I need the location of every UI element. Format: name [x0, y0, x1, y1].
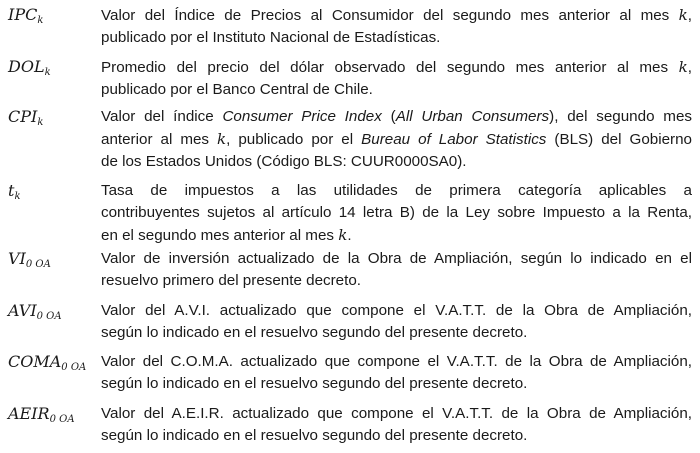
definition-description: Valor de inversión actualizado de la Obra de Ampliación, según lo indicado en el resuelvo primero del presente decreto.	[101, 250, 692, 289]
definition-description: Valor del Índice de Precios al Consumidor del segundo mes anterior al mes k, publicado por el Instituto Nacional de Estadísticas.	[101, 6, 692, 46]
definition-description: Valor del A.V.I. actualizado que compone el V.A.T.T. de la Obra de Ampliación, según lo indicado en el resuelvo segundo del presente decreto.	[101, 302, 692, 341]
definition-symbol: $CPI_k$	[8, 107, 44, 128]
definition-symbol: $AVI_{0 OA}$	[8, 301, 62, 322]
definition-symbol: $COMA_{0 OA}$	[8, 352, 87, 373]
definition-description: Valor del índice Consumer Price Index (All Urban Consumers), del segundo mes anterior al mes k, publicado por el Bureau of Labor Statistics (BLS) del Gobierno de los Estados Unidos (Código BLS: CUUR0000SA0).	[101, 108, 692, 170]
definition-description: Promedio del precio del dólar observado del segundo mes anterior al mes k, publicado por el Banco Central de Chile.	[101, 58, 692, 98]
definition-description: Tasa de impuestos a las utilidades de primera categoría aplicables a contribuyentes sujetos al artículo 14 letra B) de la Ley sobre Impuesto a la Renta, en el segundo mes anterior al mes k.	[101, 182, 692, 244]
definition-description: Valor del C.O.M.A. actualizado que compone el V.A.T.T. de la Obra de Ampliación, según lo indicado en el resuelvo segundo del presente decreto.	[101, 353, 692, 392]
definition-symbol: $DOL_k$	[8, 57, 51, 78]
definition-description: Valor del A.E.I.R. actualizado que compone el V.A.T.T. de la Obra de Ampliación, según lo indicado en el resuelvo segundo del presente decreto.	[101, 405, 692, 444]
definition-symbol: $VI_{0 OA}$	[8, 249, 51, 270]
definition-symbol: $AEIR_{0 OA}$	[8, 404, 75, 425]
definition-symbol: $t_k$	[8, 181, 21, 202]
definition-symbol: $IPC_k$	[8, 5, 44, 26]
